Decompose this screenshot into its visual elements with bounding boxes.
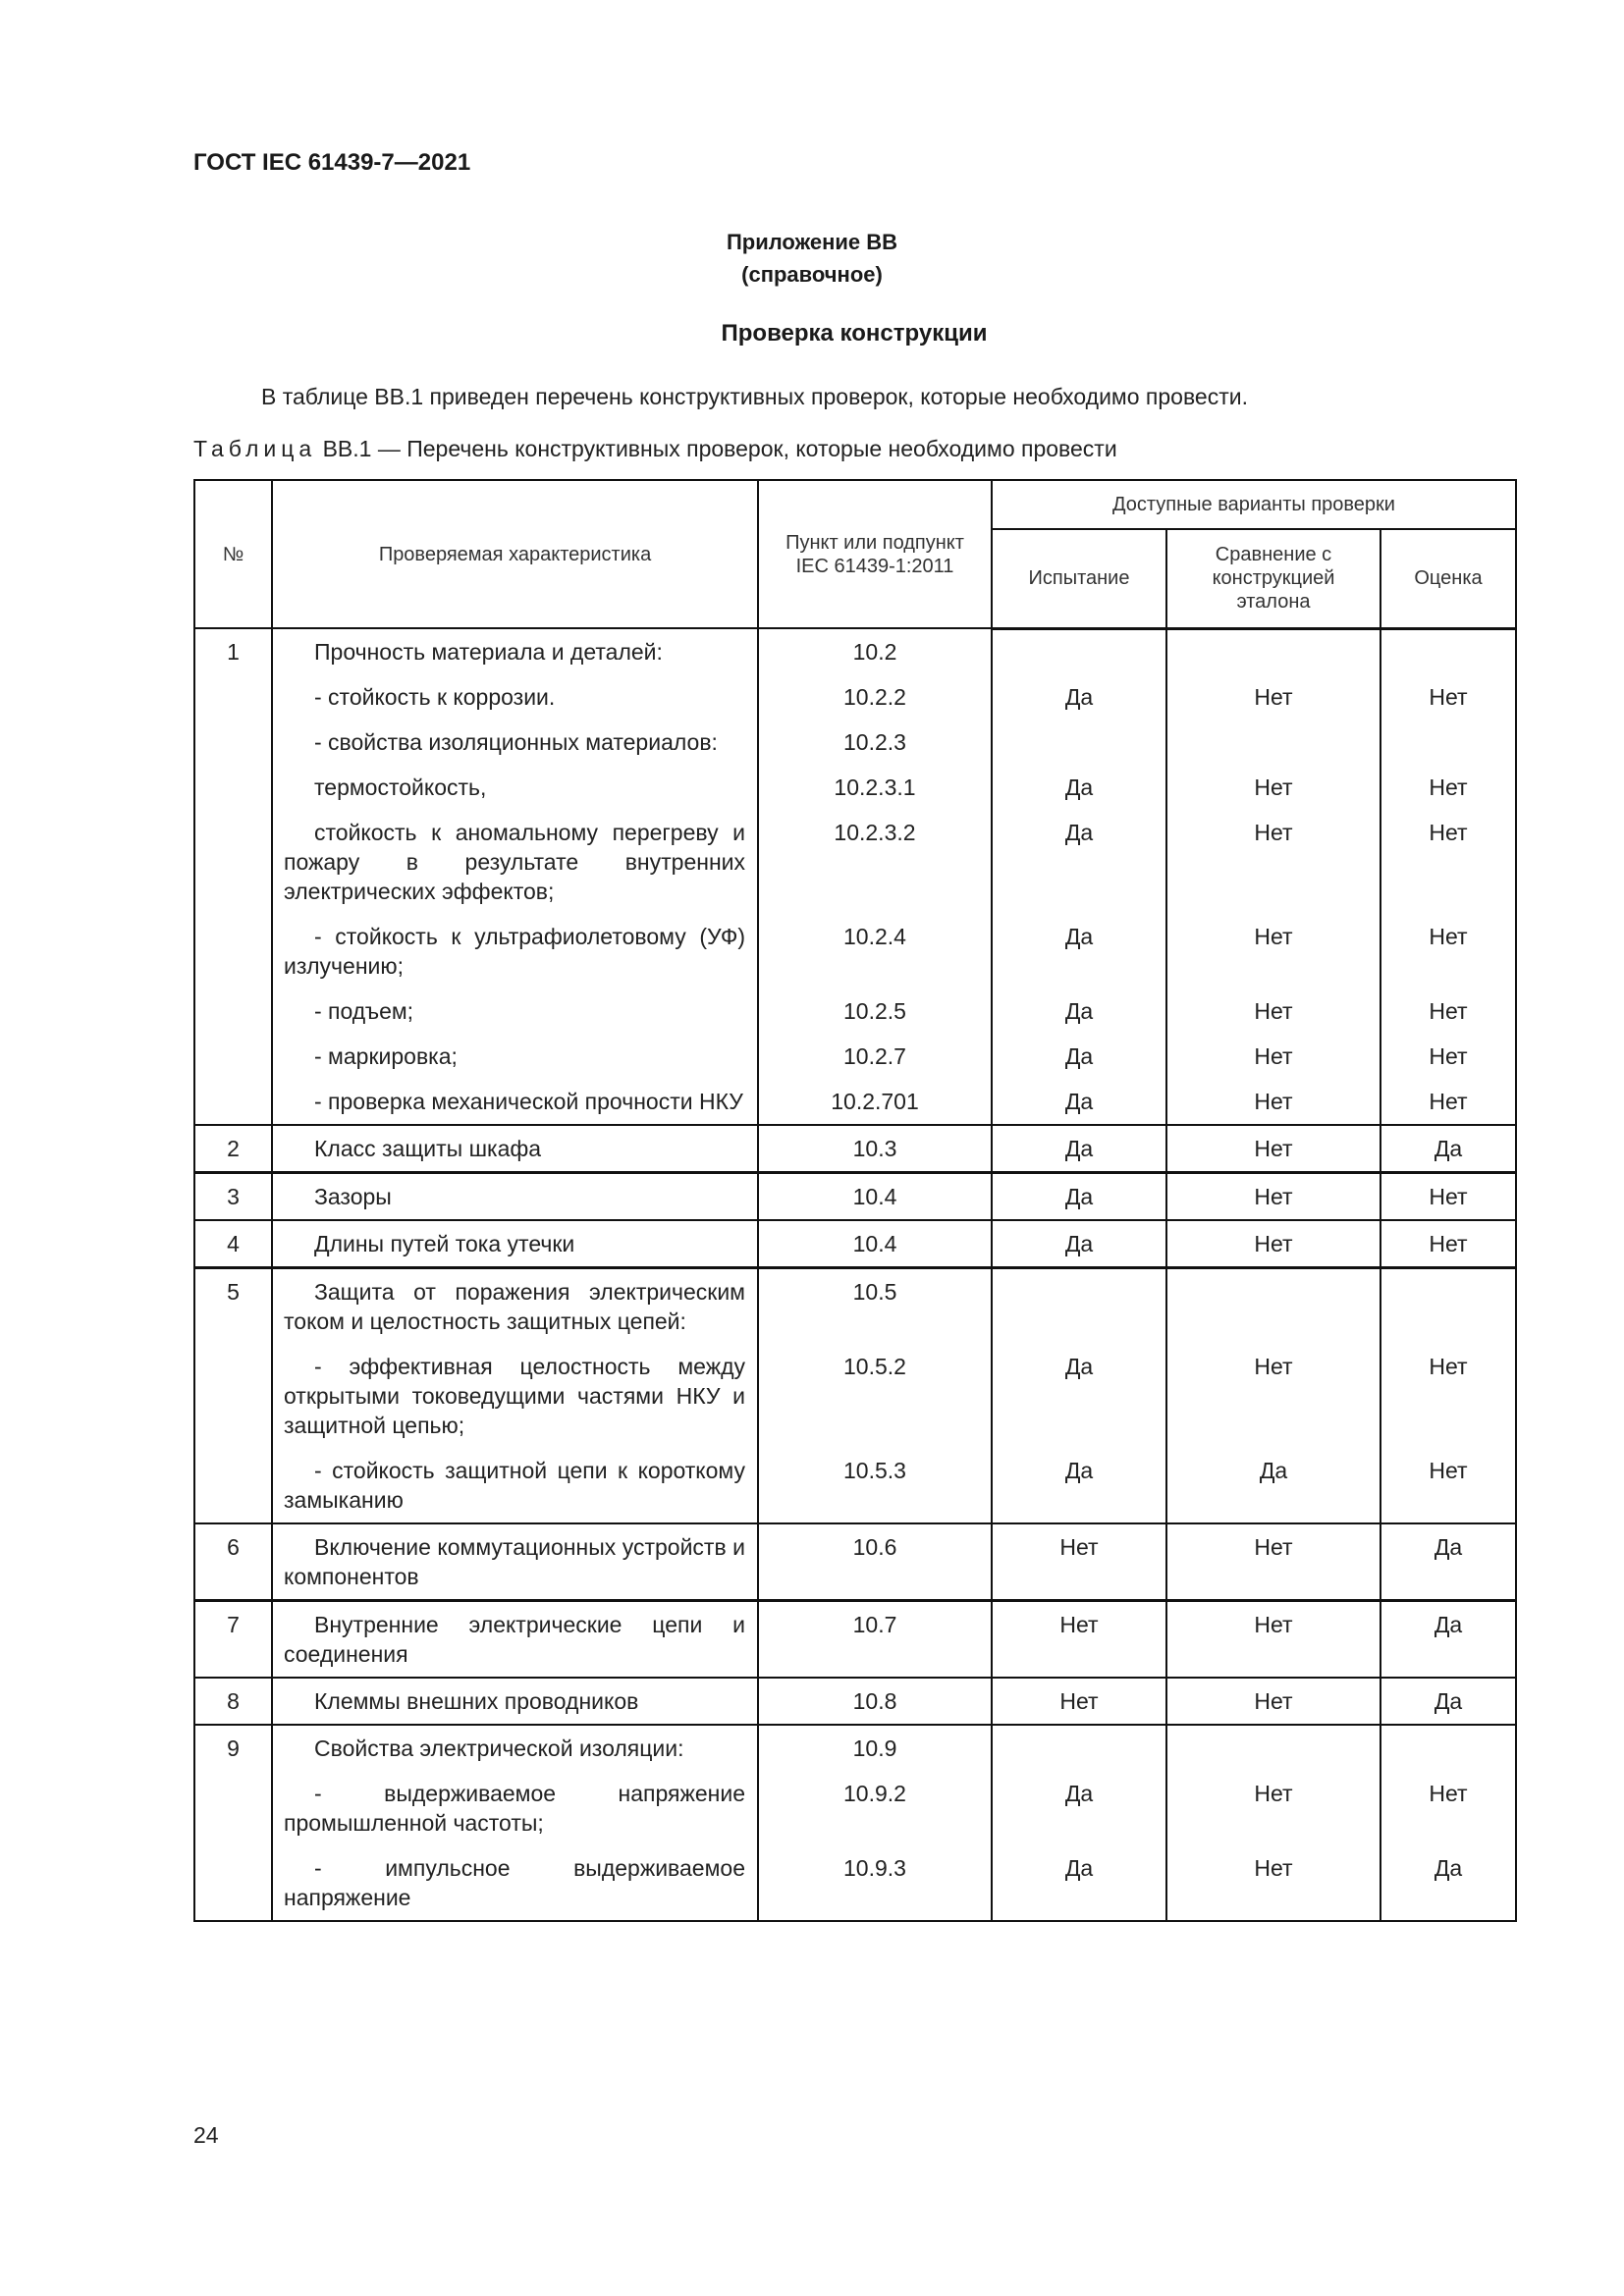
- row-test: Да: [992, 1344, 1166, 1448]
- row-comparison: Нет: [1166, 1845, 1380, 1921]
- row-comparison: Нет: [1166, 674, 1380, 720]
- row-characteristic: [272, 1125, 758, 1173]
- row-clause: 10.9.2: [758, 1771, 992, 1845]
- row-clause: 10.7: [758, 1601, 992, 1679]
- table-row: [194, 674, 1516, 720]
- row-assessment: Нет: [1380, 914, 1516, 988]
- appendix-title: Приложение ВВ: [726, 230, 898, 254]
- table-row: [194, 1173, 1516, 1221]
- row-assessment: [1380, 628, 1516, 674]
- row-test: Да: [992, 1034, 1166, 1079]
- row-clause: 10.5.3: [758, 1448, 992, 1523]
- row-number: [194, 1079, 272, 1125]
- row-test: Да: [992, 1448, 1166, 1523]
- characteristic-text: - эффективная целостность между открытыми токоведущими частями НКУ и защитной цепью;: [284, 1354, 745, 1438]
- row-characteristic: [272, 810, 758, 914]
- row-assessment: Нет: [1380, 1173, 1516, 1221]
- row-clause: 10.9: [758, 1725, 992, 1771]
- row-assessment: Нет: [1380, 1448, 1516, 1523]
- row-number: 3: [194, 1173, 272, 1221]
- table-row: [194, 628, 1516, 674]
- row-characteristic: [272, 720, 758, 765]
- table-row: [194, 1034, 1516, 1079]
- table-header: [194, 480, 1516, 628]
- table-row: [194, 1845, 1516, 1921]
- row-clause: 10.2.3.2: [758, 810, 992, 914]
- table-row: [194, 1125, 1516, 1173]
- row-comparison: Нет: [1166, 1523, 1380, 1601]
- row-characteristic: [272, 1173, 758, 1221]
- row-comparison: Нет: [1166, 1220, 1380, 1268]
- table-row: [194, 1725, 1516, 1771]
- row-comparison: Нет: [1166, 988, 1380, 1034]
- table-row: [194, 1771, 1516, 1845]
- row-comparison: Нет: [1166, 1125, 1380, 1173]
- row-assessment: Да: [1380, 1845, 1516, 1921]
- row-comparison: [1166, 720, 1380, 765]
- row-number: [194, 988, 272, 1034]
- row-test: Нет: [992, 1678, 1166, 1725]
- row-number: [194, 810, 272, 914]
- row-characteristic: [272, 1845, 758, 1921]
- row-assessment: Нет: [1380, 1220, 1516, 1268]
- row-assessment: Да: [1380, 1523, 1516, 1601]
- row-clause: 10.2.701: [758, 1079, 992, 1125]
- table-row: [194, 1079, 1516, 1125]
- table-row: [194, 1601, 1516, 1679]
- row-characteristic: [272, 914, 758, 988]
- row-assessment: Нет: [1380, 1034, 1516, 1079]
- row-comparison: Нет: [1166, 1601, 1380, 1679]
- row-test: Нет: [992, 1523, 1166, 1601]
- row-characteristic: [272, 1601, 758, 1679]
- characteristic-text: Защита от поражения электрическим током и целостность защитных цепей:: [284, 1279, 745, 1334]
- table-body: [194, 628, 1516, 1921]
- row-number: [194, 720, 272, 765]
- row-assessment: Нет: [1380, 765, 1516, 810]
- row-number: 8: [194, 1678, 272, 1725]
- row-number: 9: [194, 1725, 272, 1771]
- row-assessment: Нет: [1380, 1771, 1516, 1845]
- characteristic-text: - стойкость защитной цепи к короткому замыканию: [284, 1458, 745, 1513]
- table-row: [194, 914, 1516, 988]
- row-number: [194, 765, 272, 810]
- row-comparison: Нет: [1166, 765, 1380, 810]
- characteristic-text: - проверка механической прочности НКУ: [314, 1089, 743, 1114]
- row-assessment: [1380, 1725, 1516, 1771]
- row-comparison: Да: [1166, 1448, 1380, 1523]
- row-number: [194, 1034, 272, 1079]
- appendix-subtitle: (справочное): [741, 262, 883, 287]
- table-row: [194, 1220, 1516, 1268]
- characteristic-text: стойкость к аномальному перегреву и пожару в результате внутренних электрических эффектов;: [284, 820, 745, 904]
- row-comparison: Нет: [1166, 1344, 1380, 1448]
- row-characteristic: [272, 765, 758, 810]
- row-test: Да: [992, 810, 1166, 914]
- verification-table: [193, 479, 1517, 1922]
- section-title: Проверка конструкции: [721, 320, 988, 347]
- characteristic-text: Включение коммутационных устройств и компонентов: [284, 1534, 745, 1589]
- characteristic-text: - стойкость к ультрафиолетовому (УФ) излучению;: [284, 924, 745, 979]
- header-comparison: Сравнение с конструкцией эталона: [1166, 529, 1380, 628]
- intro-paragraph: В таблице ВВ.1 приведен перечень конструктивных проверок, которые необходимо провести.: [261, 384, 1248, 409]
- row-comparison: Нет: [1166, 1034, 1380, 1079]
- header-options-group: Доступные варианты проверки: [992, 480, 1516, 529]
- row-clause: 10.2.5: [758, 988, 992, 1034]
- row-clause: 10.2.4: [758, 914, 992, 988]
- row-clause: 10.9.3: [758, 1845, 992, 1921]
- characteristic-text: Клеммы внешних проводников: [314, 1688, 639, 1714]
- row-assessment: Нет: [1380, 1079, 1516, 1125]
- table-row: [194, 1448, 1516, 1523]
- row-number: [194, 1448, 272, 1523]
- characteristic-text: - свойства изоляционных материалов:: [314, 729, 718, 755]
- table-row: [194, 1268, 1516, 1345]
- row-number: [194, 1771, 272, 1845]
- row-clause: 10.6: [758, 1523, 992, 1601]
- row-clause: 10.2.7: [758, 1034, 992, 1079]
- table-row: [194, 1344, 1516, 1448]
- row-number: 6: [194, 1523, 272, 1601]
- header-characteristic: Проверяемая характеристика: [272, 480, 758, 628]
- row-assessment: Нет: [1380, 810, 1516, 914]
- row-clause: 10.4: [758, 1220, 992, 1268]
- row-comparison: Нет: [1166, 1771, 1380, 1845]
- row-characteristic: [272, 628, 758, 674]
- header-assessment: Оценка: [1380, 529, 1516, 628]
- row-clause: 10.5: [758, 1268, 992, 1345]
- row-assessment: Да: [1380, 1125, 1516, 1173]
- row-test: [992, 1725, 1166, 1771]
- row-number: 1: [194, 628, 272, 674]
- row-clause: 10.8: [758, 1678, 992, 1725]
- characteristic-text: Длины путей тока утечки: [314, 1231, 575, 1256]
- row-comparison: Нет: [1166, 914, 1380, 988]
- row-assessment: Нет: [1380, 988, 1516, 1034]
- table-row: [194, 720, 1516, 765]
- table-caption-prefix: Таблица: [193, 436, 317, 461]
- row-number: [194, 674, 272, 720]
- row-test: Да: [992, 1771, 1166, 1845]
- row-number: 5: [194, 1268, 272, 1345]
- characteristic-text: - маркировка;: [314, 1043, 458, 1069]
- row-characteristic: [272, 674, 758, 720]
- row-characteristic: [272, 1220, 758, 1268]
- characteristic-text: Свойства электрической изоляции:: [314, 1735, 684, 1761]
- characteristic-text: Внутренние электрические цепи и соединения: [284, 1612, 745, 1667]
- appendix-heading: [0, 226, 1624, 291]
- row-clause: 10.4: [758, 1173, 992, 1221]
- row-comparison: [1166, 628, 1380, 674]
- row-assessment: Да: [1380, 1678, 1516, 1725]
- header-num: №: [194, 480, 272, 628]
- table-row: [194, 765, 1516, 810]
- page-number: 24: [193, 2122, 219, 2148]
- row-number: 4: [194, 1220, 272, 1268]
- table-row: [194, 1523, 1516, 1601]
- row-clause: 10.2.3.1: [758, 765, 992, 810]
- row-clause: 10.2.3: [758, 720, 992, 765]
- row-comparison: Нет: [1166, 1173, 1380, 1221]
- row-test: Да: [992, 1173, 1166, 1221]
- row-number: 2: [194, 1125, 272, 1173]
- characteristic-text: - подъем;: [314, 998, 414, 1024]
- row-test: [992, 720, 1166, 765]
- row-test: Да: [992, 1845, 1166, 1921]
- row-characteristic: [272, 988, 758, 1034]
- row-clause: 10.3: [758, 1125, 992, 1173]
- row-clause: 10.2.2: [758, 674, 992, 720]
- row-number: [194, 1344, 272, 1448]
- table-row: [194, 1678, 1516, 1725]
- row-test: [992, 628, 1166, 674]
- row-clause: 10.2: [758, 628, 992, 674]
- characteristic-text: - импульсное выдерживаемое напряжение: [284, 1855, 745, 1910]
- row-assessment: [1380, 1268, 1516, 1345]
- row-assessment: Да: [1380, 1601, 1516, 1679]
- row-clause: 10.5.2: [758, 1344, 992, 1448]
- row-characteristic: [272, 1034, 758, 1079]
- header-test: Испытание: [992, 529, 1166, 628]
- table-row: [194, 988, 1516, 1034]
- row-assessment: [1380, 720, 1516, 765]
- row-number: [194, 1845, 272, 1921]
- characteristic-text: - выдерживаемое напряжение промышленной частоты;: [284, 1781, 745, 1836]
- table-caption: [193, 436, 1117, 462]
- characteristic-text: Зазоры: [314, 1184, 392, 1209]
- characteristic-text: - стойкость к коррозии.: [314, 684, 556, 710]
- row-test: Да: [992, 1079, 1166, 1125]
- row-test: Да: [992, 988, 1166, 1034]
- row-test: Да: [992, 1220, 1166, 1268]
- characteristic-text: Класс защиты шкафа: [314, 1136, 542, 1161]
- characteristic-text: термостойкость,: [314, 774, 487, 800]
- row-comparison: [1166, 1725, 1380, 1771]
- row-assessment: Нет: [1380, 1344, 1516, 1448]
- row-comparison: Нет: [1166, 810, 1380, 914]
- row-comparison: Нет: [1166, 1678, 1380, 1725]
- row-comparison: [1166, 1268, 1380, 1345]
- row-test: Да: [992, 1125, 1166, 1173]
- row-characteristic: [272, 1268, 758, 1345]
- row-number: [194, 914, 272, 988]
- row-test: Да: [992, 765, 1166, 810]
- document-code: ГОСТ IEC 61439-7—2021: [193, 149, 471, 176]
- header-clause: Пункт или подпункт IEC 61439-1:2011: [758, 480, 992, 628]
- row-test: Да: [992, 914, 1166, 988]
- row-characteristic: [272, 1771, 758, 1845]
- row-assessment: Нет: [1380, 674, 1516, 720]
- row-characteristic: [272, 1678, 758, 1725]
- row-number: 7: [194, 1601, 272, 1679]
- row-test: Да: [992, 674, 1166, 720]
- table-row: [194, 810, 1516, 914]
- row-comparison: Нет: [1166, 1079, 1380, 1125]
- row-characteristic: [272, 1523, 758, 1601]
- row-test: Нет: [992, 1601, 1166, 1679]
- row-test: [992, 1268, 1166, 1345]
- row-characteristic: [272, 1448, 758, 1523]
- row-characteristic: [272, 1079, 758, 1125]
- characteristic-text: Прочность материала и деталей:: [314, 639, 663, 665]
- row-characteristic: [272, 1725, 758, 1771]
- table-caption-text: ВВ.1 — Перечень конструктивных проверок, которые необходимо провести: [316, 436, 1117, 461]
- row-characteristic: [272, 1344, 758, 1448]
